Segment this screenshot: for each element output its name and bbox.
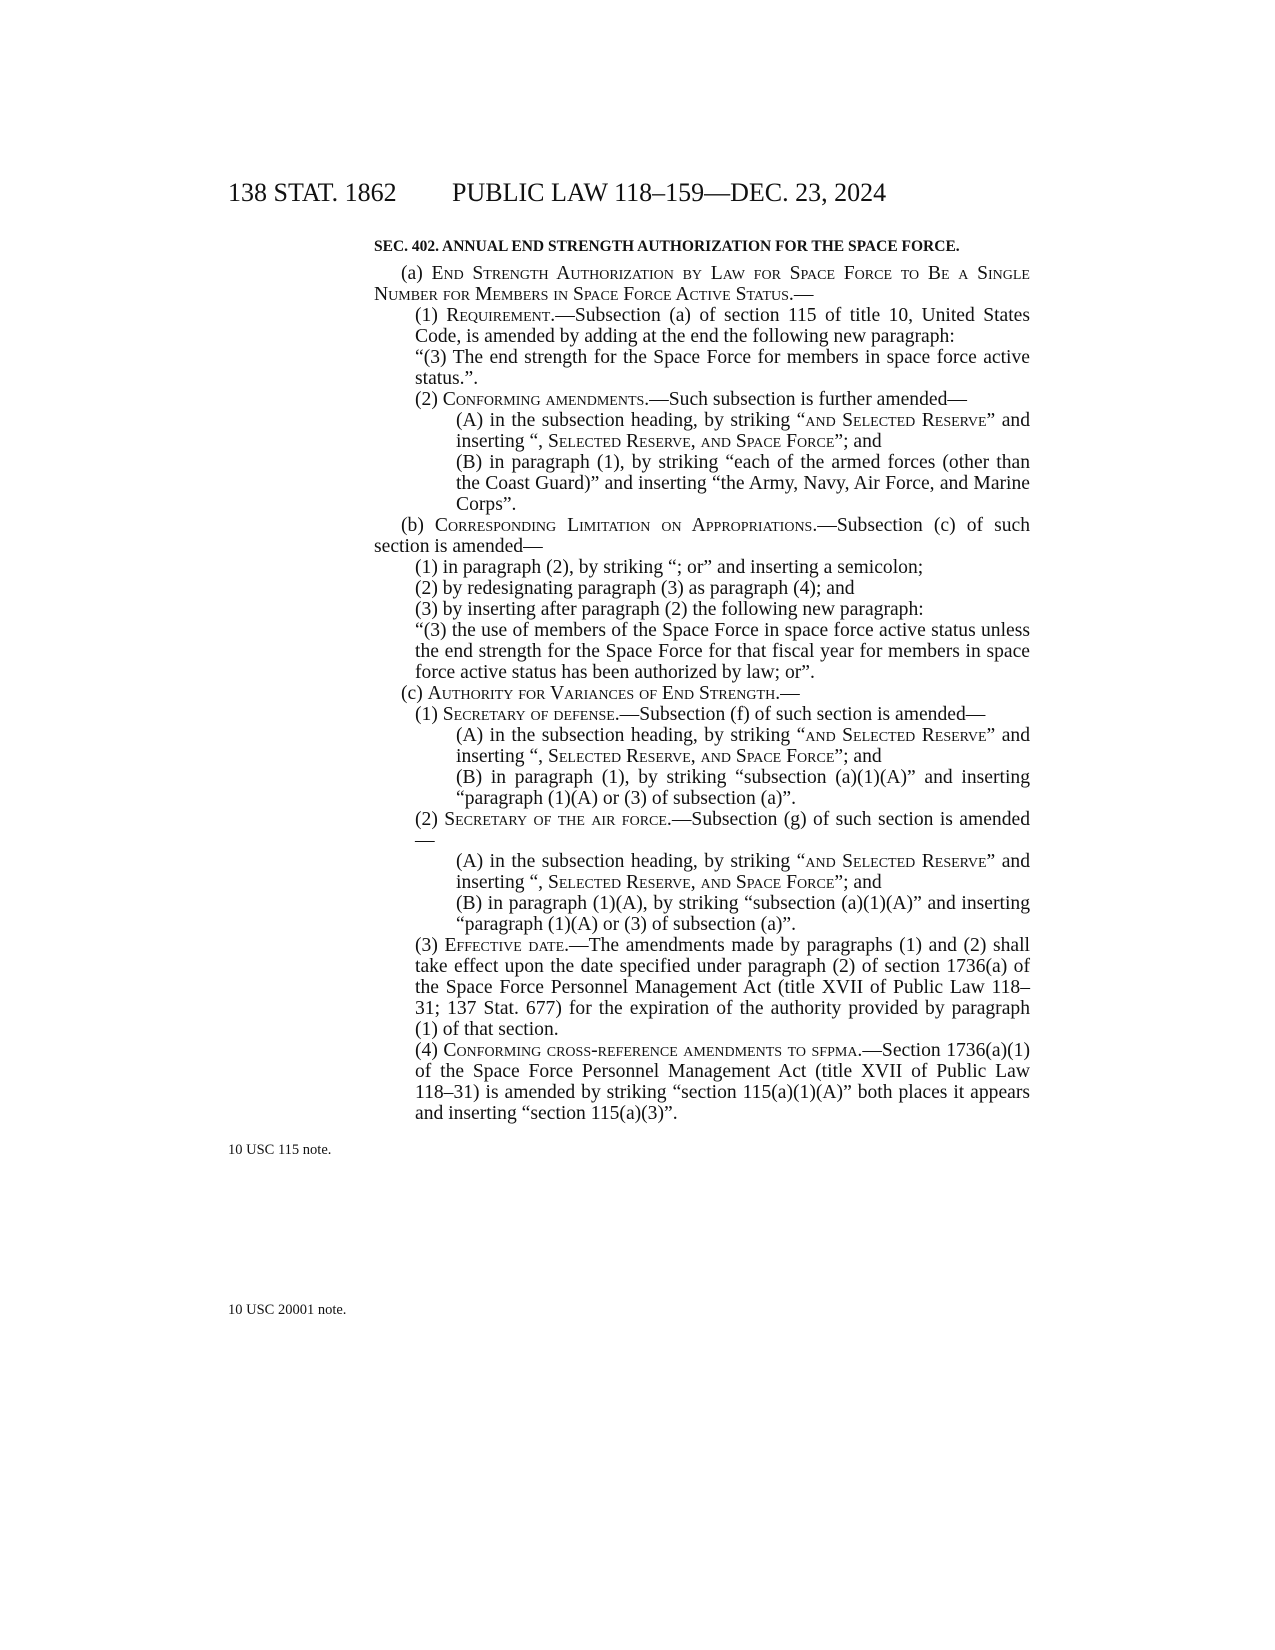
small-caps-fragment: Selected Reserve, and Space Force bbox=[547, 872, 835, 893]
paragraph-text: Subsection (a) of section 115 of title 10, United States Code, is amended by adding at the end the following new paragraph: bbox=[415, 305, 1030, 347]
small-caps-fragment: and Selected Reserve bbox=[805, 725, 987, 746]
subparagraph-c2-A bbox=[374, 851, 1030, 893]
small-caps-fragment: and Selected Reserve bbox=[805, 851, 987, 872]
paragraph-c4 bbox=[374, 1040, 1030, 1124]
text-fragment: (A) in the subsection heading, by striking “ bbox=[456, 410, 806, 431]
paragraph-title: Requirement.— bbox=[446, 305, 575, 326]
subparagraph-c1-B: (B) in paragraph (1), by striking “subsection (a)(1)(A)” and inserting “paragraph (1)(A) or (3) of subsection (a)”. bbox=[456, 767, 1030, 809]
paragraph-title: Secretary of the air force.— bbox=[444, 809, 692, 830]
paragraph-label: (1) bbox=[415, 704, 443, 725]
paragraph-label: (3) bbox=[415, 935, 445, 956]
subparagraph-c2-B: (B) in paragraph (1)(A), by striking “subsection (a)(1)(A)” and inserting “paragraph (1)(A) or (3) of subsection (a)”. bbox=[456, 893, 1030, 935]
paragraph-text: Subsection (g) of such section is amended— bbox=[415, 809, 1030, 851]
subsection-label: (c) bbox=[401, 683, 428, 704]
paragraph-label: (2) bbox=[415, 389, 443, 410]
margin-note-usc-20001: 10 USC 20001 note. bbox=[228, 1302, 347, 1318]
paragraph-b3: (3) by inserting after paragraph (2) the following new paragraph: bbox=[415, 599, 924, 620]
text-fragment: ” and inserting “, bbox=[456, 725, 1030, 767]
text-fragment: (A) in the subsection heading, by striking “ bbox=[456, 851, 806, 872]
stat-reference: 138 STAT. 1862 bbox=[228, 178, 397, 207]
paragraph-title: Conforming cross-reference amendments to sfpma.— bbox=[443, 1040, 882, 1061]
small-caps-fragment: Selected Reserve, and Space Force bbox=[547, 746, 835, 767]
paragraph-label: (1) bbox=[415, 305, 447, 326]
subsection-b bbox=[374, 515, 1030, 557]
paragraph-title: Conforming amendments.— bbox=[442, 389, 669, 410]
section-heading: SEC. 402. ANNUAL END STRENGTH AUTHORIZATION FOR THE SPACE FORCE. bbox=[374, 238, 960, 255]
quoted-text-b3: “(3) the use of members of the Space Force in space force active status unless the end strength for the Space Force for that fiscal year for members in space force active status has been authorized by law; or”. bbox=[415, 620, 1030, 683]
text-fragment: ”; and bbox=[834, 746, 882, 767]
small-caps-fragment: Selected Reserve, and Space Force bbox=[547, 431, 835, 452]
text-fragment: ” and inserting “, bbox=[456, 410, 1030, 452]
paragraph-c2 bbox=[374, 809, 1030, 851]
section-body bbox=[374, 237, 1030, 1124]
subsection-title: Corresponding Limitation on Appropriations.— bbox=[434, 515, 837, 536]
paragraph-text: Such subsection is further amended— bbox=[668, 389, 967, 410]
paragraph-a2 bbox=[374, 389, 1030, 410]
page-header bbox=[228, 178, 1028, 218]
paragraph-c3 bbox=[374, 935, 1030, 1040]
paragraph-label: (4) bbox=[415, 1040, 444, 1061]
paragraph-text: The amendments made by paragraphs (1) and (2) shall take effect upon the date specified under paragraph (2) of section 1736(a) of the Space Force Personnel Management Act (title XVII of Public Law 118–31; 137 Stat. 677) for the expiration of the authority provided by paragraph (1) of that section. bbox=[415, 935, 1030, 1040]
text-fragment: ” and inserting “, bbox=[456, 851, 1030, 893]
text-fragment: ”; and bbox=[834, 872, 882, 893]
subsection-text: Subsection (c) of such section is amended— bbox=[374, 515, 1031, 557]
paragraph-a1 bbox=[374, 305, 1030, 347]
paragraph-text: Subsection (f) of such section is amended— bbox=[639, 704, 986, 725]
margin-note-usc-115: 10 USC 115 note. bbox=[228, 1142, 332, 1158]
paragraph-b2: (2) by redesignating paragraph (3) as paragraph (4); and bbox=[415, 578, 855, 599]
text-fragment: ”; and bbox=[834, 431, 882, 452]
paragraph-text: Section 1736(a)(1) of the Space Force Personnel Management Act (title XVII of Public Law 118–31) is amended by striking “section 115(a)(1)(A)” both places it appears and inserting “section 115(a)(3)”. bbox=[415, 1040, 1030, 1124]
subsection-c-heading bbox=[374, 683, 1030, 704]
small-caps-fragment: and Selected Reserve bbox=[805, 410, 987, 431]
paragraph-b1: (1) in paragraph (2), by striking “; or” and inserting a semicolon; bbox=[415, 557, 924, 578]
subparagraph-c1-A bbox=[374, 725, 1030, 767]
subsection-label: (a) bbox=[401, 263, 432, 284]
subsection-a-heading bbox=[374, 263, 1030, 305]
paragraph-label: (2) bbox=[415, 809, 445, 830]
subsection-title: End Strength Authorization by Law for Space Force to Be a Single Number for Members in Space Force Active Status.— bbox=[374, 263, 1030, 305]
paragraph-c1 bbox=[374, 704, 1030, 725]
subparagraph-a2-B: (B) in paragraph (1), by striking “each of the armed forces (other than the Coast Guard)” and inserting “the Army, Navy, Air Force, and Marine Corps”. bbox=[456, 452, 1030, 515]
quoted-text-a1: “(3) The end strength for the Space Force for members in space force active status.”. bbox=[415, 347, 1030, 389]
subsection-title: Authority for Variances of End Strength.— bbox=[427, 683, 800, 704]
public-law-reference: PUBLIC LAW 118–159—DEC. 23, 2024 bbox=[452, 178, 887, 207]
subsection-label: (b) bbox=[401, 515, 435, 536]
subparagraph-a2-A bbox=[374, 410, 1030, 452]
paragraph-title: Effective date.— bbox=[444, 935, 589, 956]
paragraph-title: Secretary of defense.— bbox=[442, 704, 640, 725]
text-fragment: (A) in the subsection heading, by striking “ bbox=[456, 725, 806, 746]
